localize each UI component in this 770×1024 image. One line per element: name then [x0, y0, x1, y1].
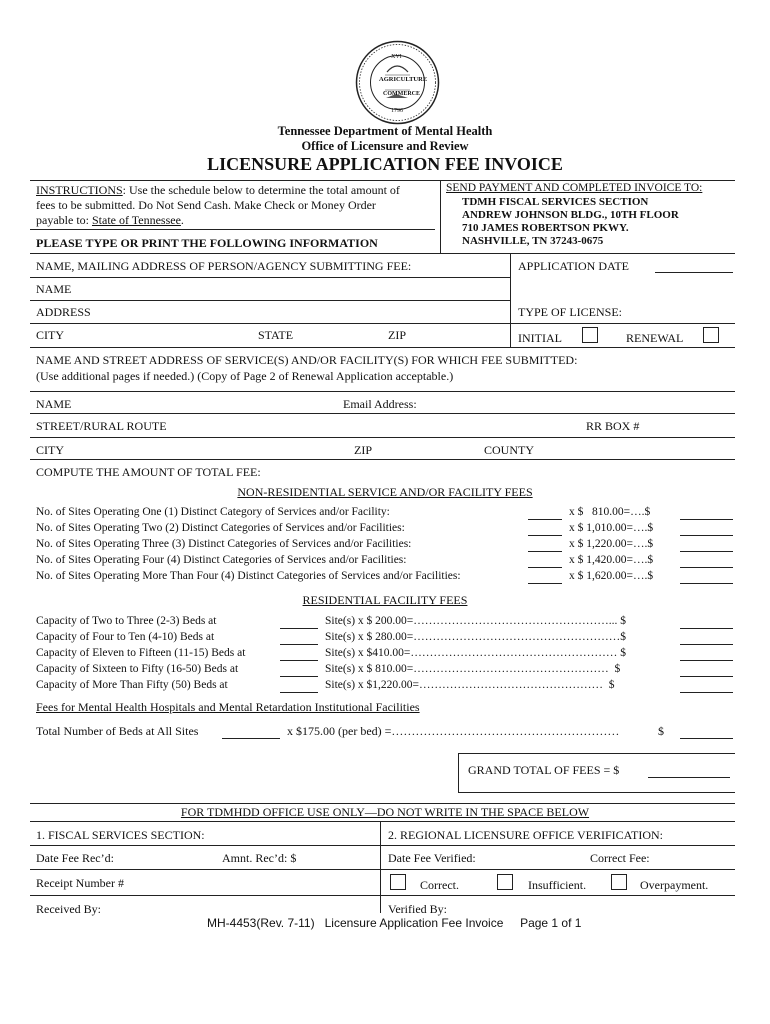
seal-commerce: COMMERCE [383, 91, 420, 97]
nonres-count-field[interactable] [528, 583, 562, 584]
submitter-city-label: CITY [36, 328, 64, 342]
license-type-label: TYPE OF LICENSE: [518, 305, 623, 319]
nonres-amount-field[interactable] [680, 535, 733, 536]
res-amount-field[interactable] [680, 660, 733, 661]
page-title: LICENSURE APPLICATION FEE INVOICE [207, 154, 563, 174]
total-beds-field[interactable] [222, 738, 280, 739]
nonres-count-field[interactable] [528, 567, 562, 568]
instructions-text1: : Use the schedule below to determine the total amount of [122, 183, 400, 197]
res-sites-field[interactable] [280, 644, 318, 645]
res-row-label: Capacity of More Than Fifty (50) Beds at [36, 679, 228, 691]
payee: State of Tennessee [91, 213, 181, 227]
res-sites-field[interactable] [280, 676, 318, 677]
res-rate: Site(s) x $ 200.00=……………………………………………... $ [325, 615, 627, 627]
facility-email-label: Email Address: [343, 397, 417, 411]
nonres-count-field[interactable] [528, 535, 562, 536]
nonres-row-label: No. of Sites Operating Four (4) Distinct Categories of Services and/or Facilities: [36, 554, 407, 566]
insufficient-checkbox[interactable] [497, 874, 513, 890]
renewal-checkbox[interactable] [703, 327, 719, 343]
initial-checkbox[interactable] [582, 327, 598, 343]
please-type-heading: PLEASE TYPE OR PRINT THE FOLLOWING INFORMATION [36, 236, 378, 250]
total-beds-amount-field[interactable] [680, 738, 733, 739]
verified-by-label: Verified By: [388, 902, 447, 916]
nonres-amount-field[interactable] [680, 567, 733, 568]
received-by-label: Received By: [36, 902, 101, 916]
state-seal [355, 40, 440, 125]
office-use-heading: FOR TDMHDD OFFICE USE ONLY—DO NOT WRITE IN THE SPACE BELOW [180, 805, 590, 819]
facility-county-label: COUNTY [484, 443, 534, 457]
submitter-heading: NAME, MAILING ADDRESS OF PERSON/AGENCY SUBMITTING FEE: [36, 259, 412, 273]
nonres-rate: x $ 1,010.00=….$ [569, 522, 654, 534]
footer [207, 916, 581, 930]
res-rate: Site(s) x $410.00=……………………………………………… $ [325, 647, 627, 659]
nonres-amount-field[interactable] [680, 583, 733, 584]
res-rate: Site(s) x $ 810.00=…………………………………………… $ [325, 663, 621, 675]
seal-numeral: XVI [391, 54, 402, 60]
instructions-line1 [36, 183, 400, 198]
form-number: MH-4453(Rev. 7-11) [207, 916, 315, 930]
fiscal-section-label: 1. FISCAL SERVICES SECTION: [36, 828, 205, 842]
res-rate: Site(s) x $1,220.00=………………………………………… $ [325, 679, 615, 691]
seal-agriculture: AGRICULTURE [379, 76, 428, 83]
total-beds-dollar: $ [658, 724, 664, 738]
seal-year: 1796 [391, 108, 403, 114]
res-amount-field[interactable] [680, 644, 733, 645]
facility-city-label: CITY [36, 443, 64, 457]
department-name: Tennessee Department of Mental Health [277, 124, 493, 138]
nonres-rate: x $ 1,420.00=….$ [569, 554, 654, 566]
res-sites-field[interactable] [280, 628, 318, 629]
compute-heading: COMPUTE THE AMOUNT OF TOTAL FEE: [36, 465, 261, 479]
nonres-row-label: No. of Sites Operating One (1) Distinct Category of Services and/or Facility: [36, 506, 390, 518]
date-fee-recd-label: Date Fee Rec’d: [36, 851, 114, 865]
nonres-amount-field[interactable] [680, 551, 733, 552]
send-to-line1: TDMH FISCAL SERVICES SECTION [462, 196, 649, 208]
res-rate: Site(s) x $ 280.00=………………………………………………$ [325, 631, 627, 643]
res-row-label: Capacity of Eleven to Fifteen (11-15) Beds at [36, 647, 246, 659]
facility-zip-label: ZIP [354, 443, 372, 457]
nonresidential-heading: NON-RESIDENTIAL SERVICE AND/OR FACILITY FEES [237, 485, 533, 499]
footer-title: Licensure Application Fee Invoice [324, 916, 504, 930]
nonres-count-field[interactable] [528, 551, 562, 552]
application-date-label: APPLICATION DATE [518, 259, 629, 273]
send-to-line2: ANDREW JOHNSON BLDG., 10TH FLOOR [462, 209, 679, 221]
facility-street-label: STREET/RURAL ROUTE [36, 419, 167, 433]
renewal-label: RENEWAL [626, 331, 684, 345]
submitter-zip-label: ZIP [388, 328, 406, 342]
application-date-field[interactable] [655, 272, 733, 273]
residential-heading: RESIDENTIAL FACILITY FEES [302, 593, 468, 607]
nonres-rate: x $ 810.00=….$ [569, 506, 651, 518]
facility-name-label: NAME [36, 397, 72, 411]
facility-rrbox-label: RR BOX # [586, 419, 640, 433]
instructions-line3 [36, 213, 184, 228]
initial-label: INITIAL [518, 331, 562, 345]
res-sites-field[interactable] [280, 660, 318, 661]
date-fee-verified-label: Date Fee Verified: [388, 851, 476, 865]
insufficient-label: Insufficient. [528, 878, 587, 892]
correct-fee-label: Correct Fee: [590, 851, 650, 865]
submitter-address-label: ADDRESS [36, 305, 91, 319]
instructions-line2: fees to be submitted. Do Not Send Cash. Make Check or Money Order [36, 198, 376, 212]
submitter-name-label: NAME [36, 282, 72, 296]
overpayment-checkbox[interactable] [611, 874, 627, 890]
receipt-number-label: Receipt Number # [36, 876, 124, 890]
res-sites-field[interactable] [280, 692, 318, 693]
nonres-row-label: No. of Sites Operating Two (2) Distinct Categories of Services and/or Facilities: [36, 522, 405, 534]
nonres-row-label: No. of Sites Operating Three (3) Distinct Categories of Services and/or Facilities: [36, 538, 412, 550]
total-beds-rate: x $175.00 (per bed) =………………………………………………… [287, 724, 620, 738]
correct-label: Correct. [420, 878, 459, 892]
total-beds-label: Total Number of Beds at All Sites [36, 724, 199, 738]
send-to-line4: NASHVILLE, TN 37243-0675 [462, 235, 604, 247]
facility-note: (Use additional pages if needed.) (Copy of Page 2 of Renewal Application acceptable.) [36, 369, 454, 383]
nonres-rate: x $ 1,620.00=….$ [569, 570, 654, 582]
res-amount-field[interactable] [680, 692, 733, 693]
nonres-count-field[interactable] [528, 519, 562, 520]
nonres-rate: x $ 1,220.00=….$ [569, 538, 654, 550]
nonres-row-label: No. of Sites Operating More Than Four (4) Distinct Categories of Services and/or Facilities: [36, 570, 461, 582]
res-amount-field[interactable] [680, 628, 733, 629]
amount-recd-label: Amnt. Rec’d: $ [222, 851, 297, 865]
res-row-label: Capacity of Sixteen to Fifty (16-50) Beds at [36, 663, 239, 675]
instructions-suffix: . [180, 213, 184, 227]
instructions-label: INSTRUCTIONS [36, 183, 123, 197]
nonres-amount-field[interactable] [680, 519, 733, 520]
res-row-label: Capacity of Four to Ten (4-10) Beds at [36, 631, 215, 643]
facility-heading: NAME AND STREET ADDRESS OF SERVICE(S) AND/OR FACILITY(S) FOR WHICH FEE SUBMITTED: [36, 353, 578, 367]
correct-checkbox[interactable] [390, 874, 406, 890]
office-name: Office of Licensure and Review [301, 139, 469, 153]
page-number: Page 1 of 1 [520, 916, 582, 930]
regional-section-label: 2. REGIONAL LICENSURE OFFICE VERIFICATION: [388, 828, 664, 842]
grand-total-label: GRAND TOTAL OF FEES = $ [468, 763, 620, 777]
instructions-prefix: payable to: [36, 213, 92, 227]
send-to-line3: 710 JAMES ROBERTSON PKWY. [462, 222, 629, 234]
res-amount-field[interactable] [680, 676, 733, 677]
res-row-label: Capacity of Two to Three (2-3) Beds at [36, 615, 217, 627]
mental-health-heading: Fees for Mental Health Hospitals and Mental Retardation Institutional Facilities [36, 700, 420, 714]
send-to-heading: SEND PAYMENT AND COMPLETED INVOICE TO: [446, 182, 703, 194]
submitter-state-label: STATE [258, 328, 294, 342]
overpayment-label: Overpayment. [640, 878, 709, 892]
grand-total-field[interactable] [648, 777, 730, 778]
